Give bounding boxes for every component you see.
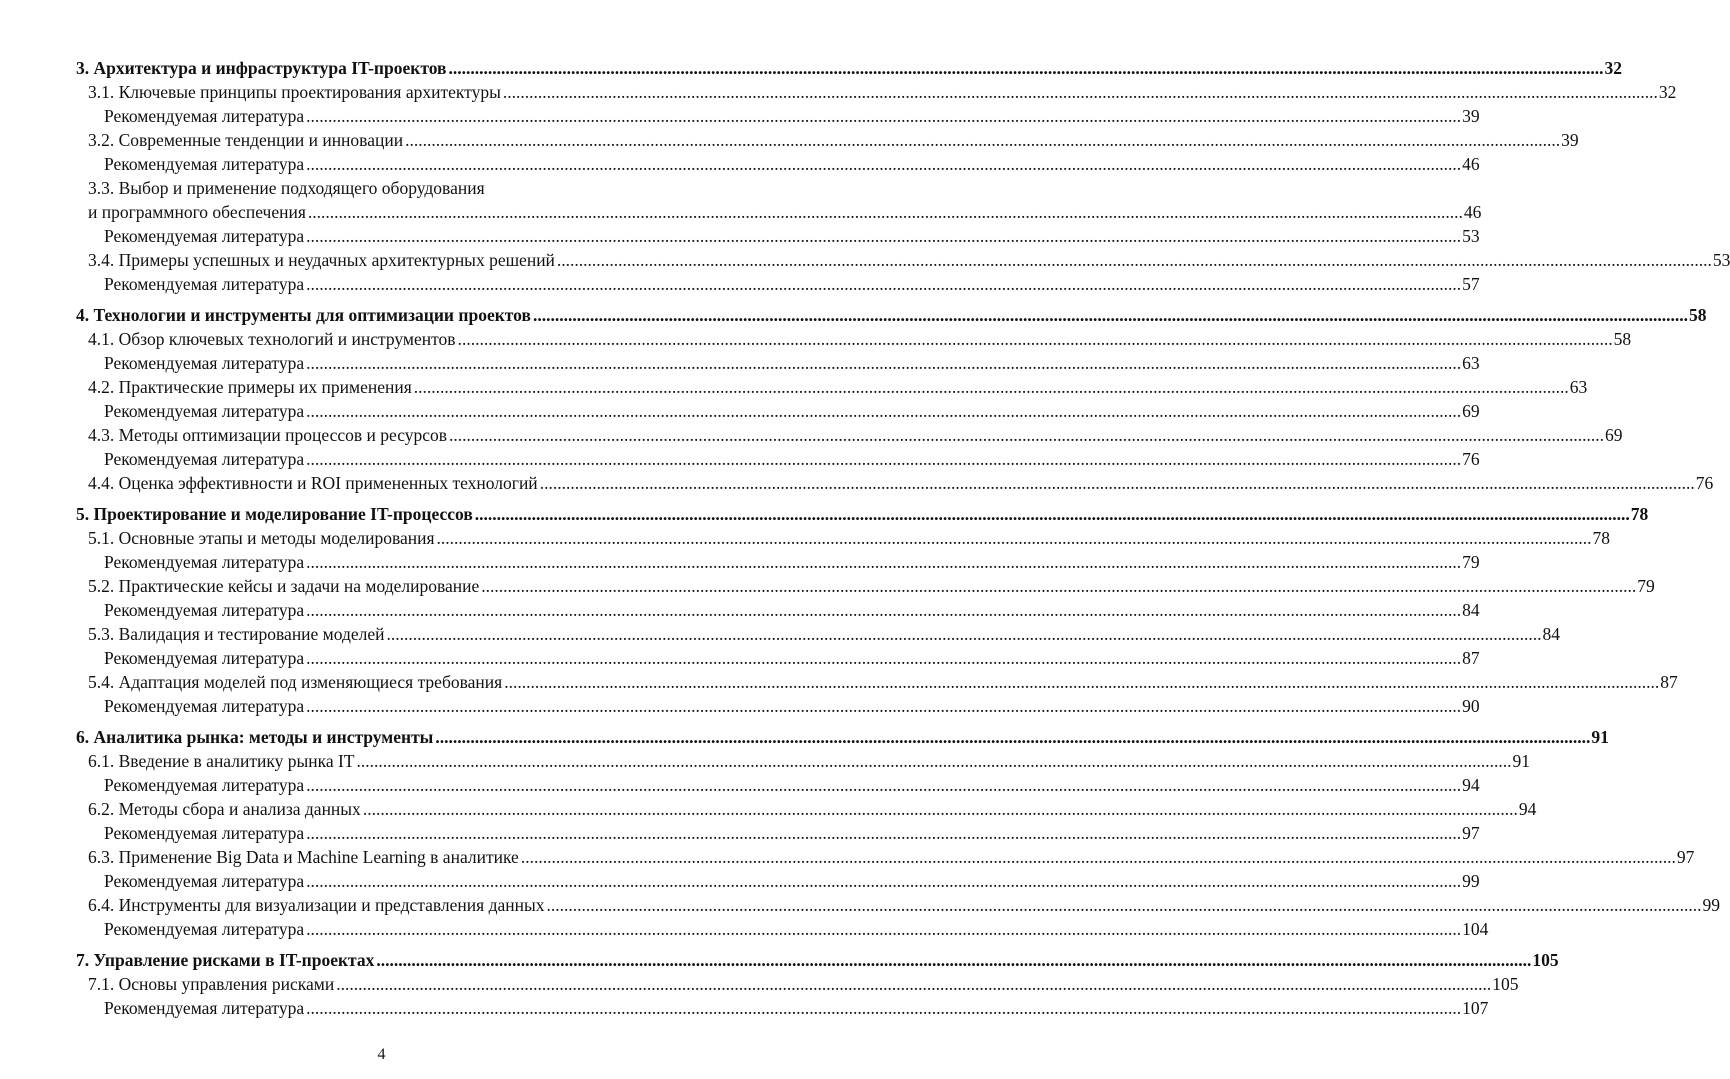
toc-literature-entry[interactable] [76, 917, 1489, 941]
toc-literature-entry[interactable] [76, 550, 1480, 574]
toc-entry-title: Рекомендуемая литература [104, 648, 305, 668]
toc-literature-entry[interactable] [76, 399, 1480, 423]
dot-leader [448, 56, 1603, 80]
dot-leader [387, 622, 1542, 646]
dot-leader [306, 598, 1461, 622]
toc-page-number: 39 [1561, 130, 1579, 150]
toc-entry-title: 5. Проектирование и моделирование IT-процессов [76, 504, 473, 524]
toc-section-entry[interactable] [76, 248, 1730, 272]
toc-page-number: 57 [1462, 274, 1480, 294]
toc-page-number: 53 [1462, 226, 1480, 246]
dot-leader [458, 327, 1613, 351]
toc-page-number: 39 [1462, 106, 1480, 126]
dot-leader [306, 399, 1461, 423]
toc-literature-entry[interactable] [76, 272, 1480, 296]
dot-leader [306, 550, 1461, 574]
dot-leader [405, 128, 1560, 152]
dot-leader [414, 375, 1569, 399]
toc-entry-title: 3.2. Современные тенденции и инновации [88, 130, 404, 150]
toc-entry-title: 3.4. Примеры успешных и неудачных архитектурных решений [88, 250, 555, 270]
toc-chapter-entry[interactable] [76, 948, 1559, 972]
toc-page-number: 87 [1462, 648, 1480, 668]
toc-entry-title: Рекомендуемая литература [104, 449, 305, 469]
toc-entry-title: 7.1. Основы управления рисками [88, 974, 335, 994]
toc-entry-title: 5.4. Адаптация моделей под изменяющиеся требования [88, 672, 503, 692]
toc-entry-title: 7. Управление рисками в IT-проектах [76, 950, 375, 970]
toc-entry-title: 5.2. Практические кейсы и задачи на моделирование [88, 576, 480, 596]
dot-leader [540, 471, 1695, 495]
dot-leader [306, 869, 1461, 893]
toc-section-entry[interactable] [76, 893, 1720, 917]
toc-section-entry[interactable] [76, 80, 1677, 104]
dot-leader [306, 646, 1461, 670]
toc-entry-title: Рекомендуемая литература [104, 274, 305, 294]
toc-literature-entry[interactable] [76, 821, 1480, 845]
toc-literature-entry[interactable] [76, 152, 1480, 176]
toc-entry-title: Рекомендуемая литература [104, 775, 305, 795]
toc-page-number: 76 [1695, 473, 1714, 493]
toc-page-number: 32 [1658, 82, 1677, 102]
toc-entry-title: 5.3. Валидация и тестирование моделей [88, 624, 385, 644]
toc-section-entry[interactable] [76, 375, 1588, 399]
dot-leader [306, 821, 1461, 845]
toc-entry-title: 4.2. Практические примеры их применения [88, 377, 412, 397]
dot-leader [306, 447, 1461, 471]
toc-page-number: 84 [1542, 624, 1561, 644]
dot-leader [475, 502, 1630, 526]
toc-page-number: 97 [1676, 847, 1695, 867]
toc-entry-title: Рекомендуемая литература [104, 226, 305, 246]
dot-leader [306, 272, 1461, 296]
toc-section-entry[interactable] [76, 845, 1695, 869]
dot-leader [503, 80, 1658, 104]
dot-leader [306, 104, 1461, 128]
toc-entry-title: Рекомендуемая литература [104, 998, 305, 1018]
toc-entry-title: Рекомендуемая литература [104, 353, 305, 373]
toc-entry-title: 3. Архитектура и инфраструктура IT-проектов [76, 58, 447, 78]
toc-page-number: 58 [1613, 329, 1632, 349]
toc-page-number: 107 [1462, 998, 1489, 1018]
toc-page-number: 78 [1630, 504, 1649, 524]
dot-leader [557, 248, 1712, 272]
toc-chapter-entry[interactable] [76, 725, 1609, 749]
toc-entry-title: Рекомендуемая литература [104, 600, 305, 620]
toc-literature-entry[interactable] [76, 351, 1480, 375]
dot-leader [521, 845, 1676, 869]
toc-literature-entry[interactable] [76, 773, 1480, 797]
dot-leader [306, 351, 1461, 375]
toc-entry-title: 6. Аналитика рынка: методы и инструменты [76, 727, 434, 747]
toc-section-entry[interactable] [76, 471, 1714, 495]
toc-page-number: 90 [1462, 696, 1480, 716]
toc-entry-title: Рекомендуемая литература [104, 401, 305, 421]
toc-entry-title-line: 3.3. Выбор и применение подходящего оборудования [88, 178, 485, 198]
toc-literature-entry[interactable] [76, 996, 1489, 1020]
toc-entry-title: 5.1. Основные этапы и методы моделирования [88, 528, 435, 548]
toc-page-number: 46 [1462, 154, 1480, 174]
toc-section-entry[interactable] [76, 797, 1537, 821]
toc-page-number: 104 [1462, 919, 1489, 939]
dot-leader [481, 574, 1636, 598]
dot-leader [336, 972, 1491, 996]
toc-chapter-entry[interactable] [76, 502, 1649, 526]
dot-leader [306, 773, 1461, 797]
toc-page-number: 94 [1462, 775, 1480, 795]
dot-leader [533, 303, 1688, 327]
toc-section-entry[interactable] [76, 670, 1678, 694]
dot-leader [306, 224, 1461, 248]
toc-entry-title: 6.1. Введение в аналитику рынка IT [88, 751, 355, 771]
dot-leader [306, 917, 1461, 941]
toc-literature-entry[interactable] [76, 646, 1480, 670]
dot-leader [504, 670, 1659, 694]
toc-entry-title: 6.2. Методы сбора и анализа данных [88, 799, 361, 819]
dot-leader [547, 893, 1702, 917]
toc-page-number: 69 [1462, 401, 1480, 421]
toc-page-number: 97 [1462, 823, 1480, 843]
toc-page-number: 63 [1462, 353, 1480, 373]
dot-leader [376, 948, 1531, 972]
toc-entry-title: Рекомендуемая литература [104, 823, 305, 843]
toc-page-number: 94 [1518, 799, 1537, 819]
toc-literature-entry[interactable] [76, 104, 1480, 128]
toc-literature-entry[interactable] [76, 598, 1480, 622]
dot-leader [308, 200, 1463, 224]
toc-section-entry[interactable] [76, 622, 1561, 646]
toc-entry-title: 4. Технологии и инструменты для оптимизации проектов [76, 305, 531, 325]
toc-entry-title: Рекомендуемая литература [104, 919, 305, 939]
toc-section-entry[interactable] [76, 574, 1655, 598]
toc-page-number: 78 [1592, 528, 1611, 548]
toc-entry-title: Рекомендуемая литература [104, 106, 305, 126]
toc-literature-entry[interactable] [76, 447, 1480, 471]
toc-page-number: 46 [1463, 202, 1482, 222]
dot-leader [363, 797, 1518, 821]
toc-entry-title: 4.3. Методы оптимизации процессов и ресурсов [88, 425, 448, 445]
dot-leader [437, 526, 1592, 550]
page-number: 4 [377, 1046, 386, 1063]
toc-page-number: 79 [1462, 552, 1480, 572]
toc-chapter-entry[interactable] [76, 56, 1622, 80]
toc-entry-title: 4.1. Обзор ключевых технологий и инструментов [88, 329, 456, 349]
toc-entry-title: 4.4. Оценка эффективности и ROI примененных технологий [88, 473, 538, 493]
dot-leader [306, 152, 1461, 176]
toc-literature-entry[interactable] [76, 224, 1480, 248]
toc-page-number: 63 [1569, 377, 1588, 397]
toc-section-entry[interactable] [76, 128, 1579, 152]
toc-entry-title: 6.3. Применение Big Data и Machine Learning в аналитике [88, 847, 519, 867]
toc-page-number: 53 [1712, 250, 1730, 270]
toc-chapter-entry[interactable] [76, 303, 1707, 327]
toc-entry-title: Рекомендуемая литература [104, 696, 305, 716]
toc-page-number: 105 [1532, 950, 1559, 970]
toc-entry-title: Рекомендуемая литература [104, 871, 305, 891]
toc-section-entry[interactable] [76, 749, 1530, 773]
toc-entry-title: Рекомендуемая литература [104, 154, 305, 174]
toc-page-number: 91 [1591, 727, 1609, 747]
toc-page-number: 87 [1660, 672, 1678, 692]
toc-page-number: 76 [1462, 449, 1480, 469]
toc-section-entry[interactable] [76, 200, 1482, 224]
toc-entry-title: и программного обеспечения [88, 202, 306, 222]
toc-page-number: 58 [1688, 305, 1707, 325]
toc-section-entry[interactable] [76, 526, 1611, 550]
toc-page-number: 105 [1492, 974, 1519, 994]
toc-page-number: 99 [1702, 895, 1720, 915]
toc-page-number: 99 [1462, 871, 1480, 891]
toc-page-number: 84 [1462, 600, 1480, 620]
toc-page-number: 32 [1604, 58, 1622, 78]
dot-leader [306, 694, 1461, 718]
toc-literature-entry[interactable] [76, 694, 1480, 718]
toc-page-number: 79 [1637, 576, 1655, 596]
toc-page-number: 91 [1512, 751, 1530, 771]
toc-section-entry[interactable] [76, 327, 1632, 351]
toc-literature-entry[interactable] [76, 869, 1480, 893]
dot-leader [306, 996, 1461, 1020]
toc-entry-title: 3.1. Ключевые принципы проектирования архитектуры [88, 82, 501, 102]
toc-page-number: 69 [1605, 425, 1623, 445]
table-of-contents [76, 56, 1730, 1020]
toc-entry-title: Рекомендуемая литература [104, 552, 305, 572]
toc-entry-title: 6.4. Инструменты для визуализации и представления данных [88, 895, 545, 915]
dot-leader [435, 725, 1590, 749]
dot-leader [449, 423, 1604, 447]
toc-section-entry[interactable] [76, 423, 1623, 447]
dot-leader [357, 749, 1512, 773]
toc-section-entry[interactable] [76, 972, 1519, 996]
